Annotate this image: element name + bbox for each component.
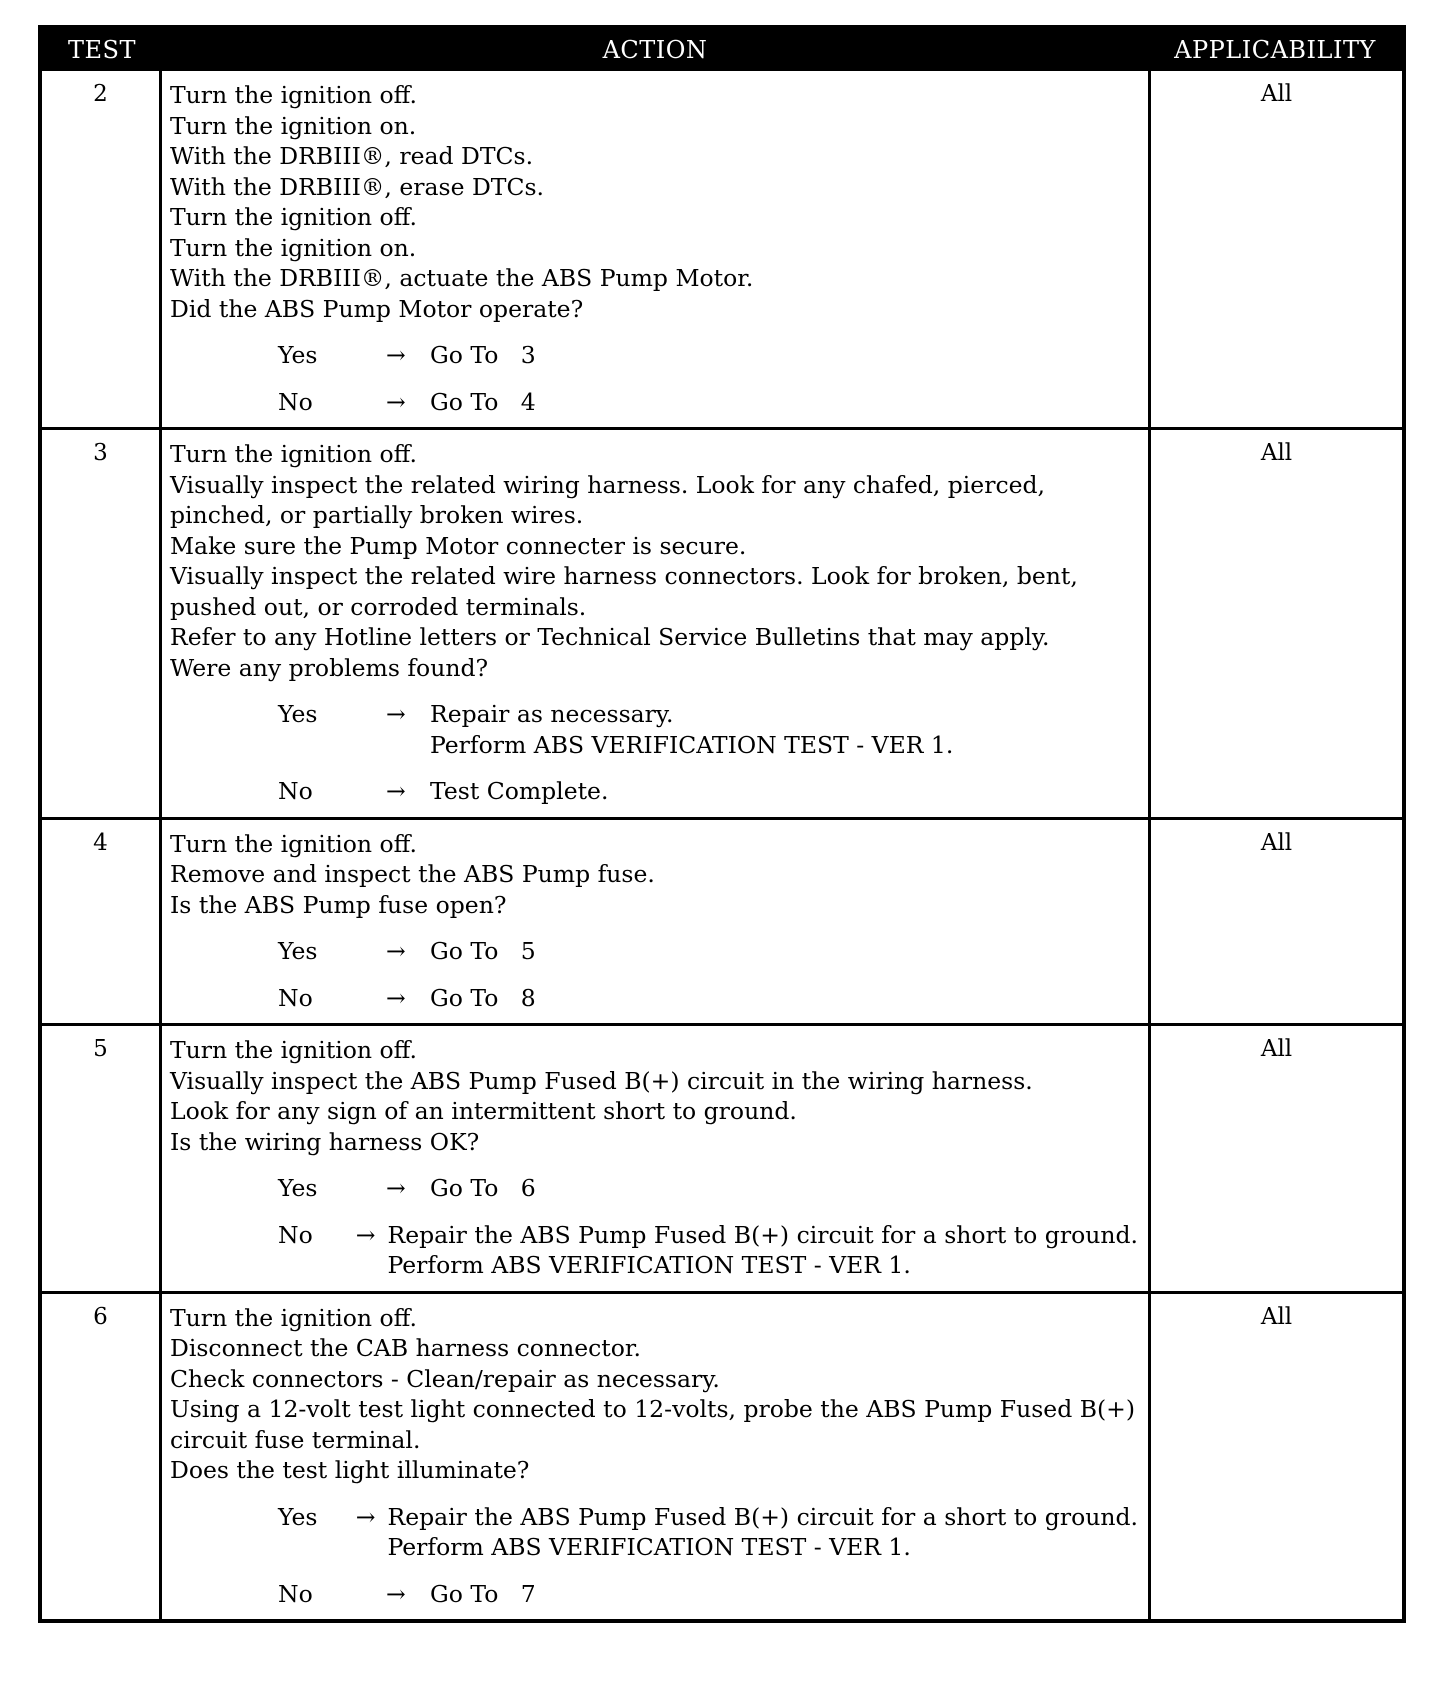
result-branches xyxy=(170,1173,1138,1281)
branch-label: No xyxy=(278,983,313,1012)
action-step: Visually inspect the related wiring harness. Look for any chafed, pierced, pinched, or partially broken wires. xyxy=(170,470,1046,529)
branch-instruction-line: Repair the ABS Pump Fused B(+) circuit for a short to ground. xyxy=(387,1220,1138,1249)
applicability-value: All xyxy=(1260,1036,1293,1062)
branch-instructions xyxy=(430,387,1138,418)
branch-instructions xyxy=(430,936,1138,967)
branch-yes xyxy=(170,340,1138,371)
action-step: Turn the ignition off. xyxy=(170,81,418,109)
branch-instruction-line: Repair the ABS Pump Fused B(+) circuit for a short to ground. xyxy=(387,1502,1138,1531)
arrow-right-icon: → xyxy=(386,777,406,805)
action-step: With the DRBIII®, read DTCs. xyxy=(170,142,534,170)
action-step: With the DRBIII®, erase DTCs. xyxy=(170,172,544,201)
header-test: TEST xyxy=(68,36,136,64)
branch-instructions xyxy=(430,1173,1138,1204)
branch-yes xyxy=(170,1173,1138,1204)
arrow-right-icon: → xyxy=(355,1502,376,1531)
action-step: Turn the ignition off. xyxy=(170,1303,418,1332)
branch-instructions xyxy=(430,699,1138,760)
arrow-right-icon: → xyxy=(386,1174,406,1202)
test-number: 4 xyxy=(42,820,162,1024)
arrow-right-icon: → xyxy=(386,387,406,416)
branch-yes xyxy=(170,699,1138,760)
branch-label: Yes xyxy=(278,1174,318,1202)
action-step: Is the wiring harness OK? xyxy=(170,1127,480,1156)
branch-instruction-line: Go To 7 xyxy=(430,1579,536,1608)
action-cell xyxy=(162,820,1151,1024)
action-step: Turn the ignition off. xyxy=(170,440,418,468)
branch-no xyxy=(170,983,1138,1014)
branch-label: No xyxy=(278,1579,313,1608)
table-row xyxy=(42,1023,1402,1291)
test-number: 6 xyxy=(42,1294,162,1620)
action-step: Visually inspect the related wire harness connectors. Look for broken, bent, pushed out, or corroded terminals. xyxy=(170,562,1078,621)
applicability-value: All xyxy=(1260,829,1293,856)
result-branches xyxy=(170,936,1138,1013)
action-step: Make sure the Pump Motor connecter is secure. xyxy=(170,531,747,560)
arrow-right-icon: → xyxy=(386,700,406,728)
action-step: With the DRBIII®, actuate the ABS Pump Motor. xyxy=(170,264,754,292)
branch-label: Yes xyxy=(278,341,318,369)
branch-label: Yes xyxy=(278,1502,318,1531)
action-step: Refer to any Hotline letters or Technical Service Bulletins that may apply. xyxy=(170,623,1050,651)
branch-no xyxy=(170,776,1138,807)
branch-instruction-line: Go To 4 xyxy=(430,387,536,416)
branch-label: Yes xyxy=(278,937,318,965)
test-number: 5 xyxy=(42,1026,162,1291)
action-step: Check connectors - Clean/repair as necessary. xyxy=(170,1364,720,1393)
arrow-right-icon: → xyxy=(386,1579,406,1608)
branch-instructions xyxy=(388,1220,1139,1281)
table-header xyxy=(42,29,1402,71)
action-step: Visually inspect the ABS Pump Fused B(+) circuit in the wiring harness. xyxy=(170,1066,1033,1095)
action-cell xyxy=(162,430,1151,817)
action-step: Look for any sign of an intermittent short to ground. xyxy=(170,1097,797,1125)
result-branches xyxy=(170,1502,1138,1610)
action-step: Does the test light illuminate? xyxy=(170,1456,530,1484)
action-step: Using a 12-volt test light connected to 12-volts, probe the ABS Pump Fused B(+) circuit fuse terminal. xyxy=(170,1395,1136,1454)
action-cell xyxy=(162,71,1151,427)
header-action: ACTION xyxy=(602,36,708,64)
branch-instructions xyxy=(388,1502,1139,1563)
action-step: Is the ABS Pump fuse open? xyxy=(170,890,507,919)
branch-instruction-line: Go To 6 xyxy=(430,1174,536,1202)
branch-instruction-line: Repair as necessary. xyxy=(430,700,674,728)
arrow-right-icon: → xyxy=(386,341,406,369)
table-row xyxy=(42,817,1402,1024)
branch-no xyxy=(170,1220,1138,1281)
branch-label: No xyxy=(278,387,313,416)
action-step: Were any problems found? xyxy=(170,653,489,682)
applicability-value: All xyxy=(1260,81,1293,107)
branch-instruction-line: Go To 8 xyxy=(430,983,536,1012)
branch-instruction-line: Test Complete. xyxy=(430,777,609,805)
result-branches xyxy=(170,340,1138,417)
arrow-right-icon: → xyxy=(386,983,406,1012)
branch-instructions xyxy=(430,776,1138,807)
branch-instruction-line: Go To 3 xyxy=(430,341,536,369)
table-row xyxy=(42,427,1402,817)
branch-label: No xyxy=(278,777,313,805)
branch-instructions xyxy=(430,1579,1138,1610)
action-step: Turn the ignition on. xyxy=(170,233,417,262)
action-step: Turn the ignition off. xyxy=(170,829,418,858)
action-step: Remove and inspect the ABS Pump fuse. xyxy=(170,860,655,888)
action-step: Did the ABS Pump Motor operate? xyxy=(170,294,584,323)
arrow-right-icon: → xyxy=(386,937,406,965)
branch-instructions xyxy=(430,983,1138,1014)
test-number: 2 xyxy=(42,71,162,427)
branch-label: No xyxy=(278,1220,313,1249)
applicability-value: All xyxy=(1260,440,1293,466)
table-row xyxy=(42,71,1402,427)
branch-instruction-line: Perform ABS VERIFICATION TEST - VER 1. xyxy=(387,1533,911,1561)
header-applicability: APPLICABILITY xyxy=(1174,36,1376,64)
branch-instruction-line: Perform ABS VERIFICATION TEST - VER 1. xyxy=(387,1251,911,1279)
branch-instruction-line: Go To 5 xyxy=(430,937,536,965)
branch-yes xyxy=(170,1502,1138,1563)
result-branches xyxy=(170,699,1138,807)
branch-instruction-line: Perform ABS VERIFICATION TEST - VER 1. xyxy=(430,730,954,759)
arrow-right-icon: → xyxy=(355,1220,376,1249)
test-number: 3 xyxy=(42,430,162,817)
action-cell xyxy=(162,1026,1151,1291)
action-step: Disconnect the CAB harness connector. xyxy=(170,1334,641,1362)
action-step: Turn the ignition off. xyxy=(170,1036,418,1064)
action-step: Turn the ignition off. xyxy=(170,203,418,231)
branch-no xyxy=(170,1579,1138,1610)
diagnostic-table xyxy=(38,25,1406,1623)
table-row xyxy=(42,1291,1402,1620)
branch-instructions xyxy=(430,340,1138,371)
branch-yes xyxy=(170,936,1138,967)
action-step: Turn the ignition on. xyxy=(170,111,417,140)
applicability-value: All xyxy=(1260,1303,1293,1330)
branch-label: Yes xyxy=(278,700,318,728)
action-cell xyxy=(162,1294,1151,1620)
branch-no xyxy=(170,387,1138,418)
